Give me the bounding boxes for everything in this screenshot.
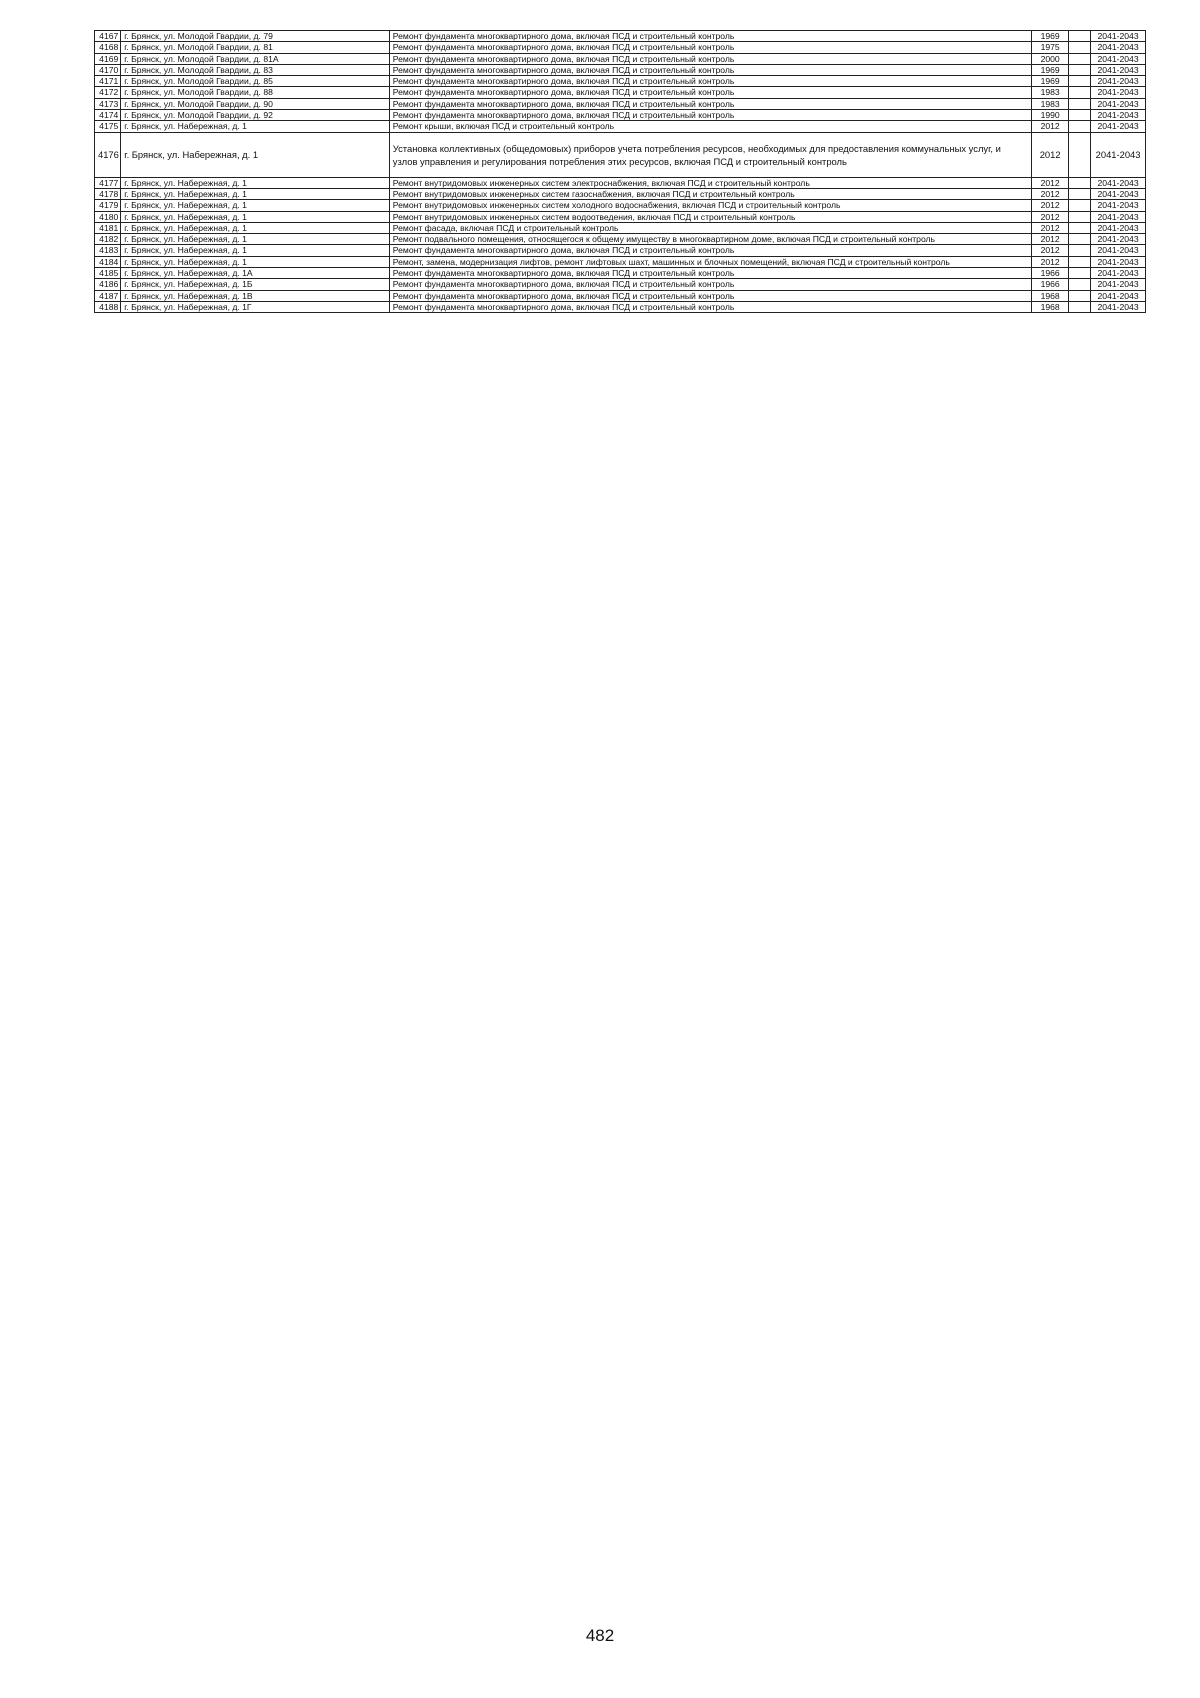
year-built-cell: 2012 <box>1032 177 1069 188</box>
table-row <box>95 110 1146 121</box>
table-row <box>95 222 1146 233</box>
row-number: 4169 <box>95 53 121 64</box>
row-number: 4175 <box>95 121 121 132</box>
row-number: 4178 <box>95 188 121 199</box>
address-cell: г. Брянск, ул. Молодой Гвардии, д. 88 <box>121 87 390 98</box>
work-type-cell: Ремонт фундамента многоквартирного дома, включая ПСД и строительный контроль <box>389 110 1031 121</box>
year-built-cell: 2012 <box>1032 132 1069 177</box>
year-renovated-cell <box>1069 53 1091 64</box>
planned-period-cell: 2041-2043 <box>1091 290 1146 301</box>
table-row <box>95 245 1146 256</box>
address-cell: г. Брянск, ул. Молодой Гвардии, д. 85 <box>121 76 390 87</box>
address-cell: г. Брянск, ул. Молодой Гвардии, д. 83 <box>121 64 390 75</box>
address-cell: г. Брянск, ул. Молодой Гвардии, д. 90 <box>121 98 390 109</box>
year-built-cell: 2012 <box>1032 200 1069 211</box>
work-type-cell: Ремонт фундамента многоквартирного дома, включая ПСД и строительный контроль <box>389 53 1031 64</box>
row-number: 4177 <box>95 177 121 188</box>
work-type-cell: Ремонт внутридомовых инженерных систем электроснабжения, включая ПСД и строительный контроль <box>389 177 1031 188</box>
year-built-cell: 1968 <box>1032 301 1069 312</box>
work-type-cell: Ремонт фундамента многоквартирного дома, включая ПСД и строительный контроль <box>389 301 1031 312</box>
address-cell: г. Брянск, ул. Набережная, д. 1 <box>121 121 390 132</box>
repair-schedule-table <box>94 30 1146 313</box>
planned-period-cell: 2041-2043 <box>1091 64 1146 75</box>
row-number: 4168 <box>95 42 121 53</box>
work-type-cell: Ремонт подвального помещения, относящегося к общему имуществу в многоквартирном доме, включая ПСД и строительный контроль <box>389 234 1031 245</box>
row-number: 4181 <box>95 222 121 233</box>
year-built-cell: 2012 <box>1032 121 1069 132</box>
row-number: 4167 <box>95 31 121 42</box>
planned-period-cell: 2041-2043 <box>1091 200 1146 211</box>
row-number: 4188 <box>95 301 121 312</box>
row-number: 4184 <box>95 256 121 267</box>
year-built-cell: 1969 <box>1032 76 1069 87</box>
planned-period-cell: 2041-2043 <box>1091 87 1146 98</box>
year-renovated-cell <box>1069 121 1091 132</box>
year-renovated-cell <box>1069 234 1091 245</box>
work-type-cell: Ремонт внутридомовых инженерных систем холодного водоснабжения, включая ПСД и строительный контроль <box>389 200 1031 211</box>
work-type-cell: Ремонт фундамента многоквартирного дома, включая ПСД и строительный контроль <box>389 87 1031 98</box>
address-cell: г. Брянск, ул. Набережная, д. 1В <box>121 290 390 301</box>
row-number: 4186 <box>95 279 121 290</box>
year-built-cell: 2012 <box>1032 245 1069 256</box>
planned-period-cell: 2041-2043 <box>1091 31 1146 42</box>
year-renovated-cell <box>1069 222 1091 233</box>
year-renovated-cell <box>1069 31 1091 42</box>
planned-period-cell: 2041-2043 <box>1091 76 1146 87</box>
year-renovated-cell <box>1069 177 1091 188</box>
table-row <box>95 268 1146 279</box>
planned-period-cell: 2041-2043 <box>1091 121 1146 132</box>
row-number: 4170 <box>95 64 121 75</box>
year-built-cell: 1966 <box>1032 279 1069 290</box>
planned-period-cell: 2041-2043 <box>1091 256 1146 267</box>
planned-period-cell: 2041-2043 <box>1091 301 1146 312</box>
row-number: 4174 <box>95 110 121 121</box>
planned-period-cell: 2041-2043 <box>1091 132 1146 177</box>
row-number: 4172 <box>95 87 121 98</box>
year-renovated-cell <box>1069 211 1091 222</box>
address-cell: г. Брянск, ул. Набережная, д. 1 <box>121 222 390 233</box>
planned-period-cell: 2041-2043 <box>1091 268 1146 279</box>
year-renovated-cell <box>1069 290 1091 301</box>
work-type-cell: Ремонт фундамента многоквартирного дома, включая ПСД и строительный контроль <box>389 98 1031 109</box>
work-type-cell: Ремонт крыши, включая ПСД и строительный контроль <box>389 121 1031 132</box>
year-built-cell: 2012 <box>1032 234 1069 245</box>
table-row <box>95 279 1146 290</box>
address-cell: г. Брянск, ул. Молодой Гвардии, д. 92 <box>121 110 390 121</box>
year-renovated-cell <box>1069 132 1091 177</box>
year-renovated-cell <box>1069 110 1091 121</box>
table-row <box>95 177 1146 188</box>
table-row <box>95 301 1146 312</box>
address-cell: г. Брянск, ул. Молодой Гвардии, д. 79 <box>121 31 390 42</box>
work-type-cell: Ремонт фасада, включая ПСД и строительный контроль <box>389 222 1031 233</box>
planned-period-cell: 2041-2043 <box>1091 110 1146 121</box>
year-built-cell: 1975 <box>1032 42 1069 53</box>
work-type-cell: Ремонт фундамента многоквартирного дома, включая ПСД и строительный контроль <box>389 268 1031 279</box>
work-type-cell: Ремонт фундамента многоквартирного дома, включая ПСД и строительный контроль <box>389 31 1031 42</box>
address-cell: г. Брянск, ул. Молодой Гвардии, д. 81 <box>121 42 390 53</box>
table-row <box>95 87 1146 98</box>
year-renovated-cell <box>1069 268 1091 279</box>
row-number: 4176 <box>95 132 121 177</box>
table-row <box>95 256 1146 267</box>
planned-period-cell: 2041-2043 <box>1091 177 1146 188</box>
year-built-cell: 1969 <box>1032 31 1069 42</box>
year-built-cell: 1983 <box>1032 98 1069 109</box>
row-number: 4185 <box>95 268 121 279</box>
work-type-cell: Ремонт фундамента многоквартирного дома, включая ПСД и строительный контроль <box>389 290 1031 301</box>
year-renovated-cell <box>1069 301 1091 312</box>
work-type-cell: Ремонт внутридомовых инженерных систем газоснабжения, включая ПСД и строительный контроль <box>389 188 1031 199</box>
year-built-cell: 1969 <box>1032 64 1069 75</box>
work-type-cell: Ремонт фундамента многоквартирного дома, включая ПСД и строительный контроль <box>389 42 1031 53</box>
work-type-cell: Ремонт внутридомовых инженерных систем водоотведения, включая ПСД и строительный контроль <box>389 211 1031 222</box>
table-row <box>95 132 1146 177</box>
year-renovated-cell <box>1069 256 1091 267</box>
work-type-cell: Ремонт фундамента многоквартирного дома, включая ПСД и строительный контроль <box>389 279 1031 290</box>
year-built-cell: 1966 <box>1032 268 1069 279</box>
work-type-cell: Ремонт, замена, модернизация лифтов, ремонт лифтовых шахт, машинных и блочных помещений, включая ПСД и строительный контроль <box>389 256 1031 267</box>
table-row <box>95 31 1146 42</box>
planned-period-cell: 2041-2043 <box>1091 53 1146 64</box>
year-built-cell: 2000 <box>1032 53 1069 64</box>
table-row <box>95 211 1146 222</box>
year-renovated-cell <box>1069 98 1091 109</box>
year-renovated-cell <box>1069 279 1091 290</box>
table-row <box>95 76 1146 87</box>
table-row <box>95 121 1146 132</box>
planned-period-cell: 2041-2043 <box>1091 245 1146 256</box>
table-row <box>95 98 1146 109</box>
year-built-cell: 2012 <box>1032 222 1069 233</box>
row-number: 4171 <box>95 76 121 87</box>
address-cell: г. Брянск, ул. Набережная, д. 1 <box>121 132 390 177</box>
table-row <box>95 64 1146 75</box>
address-cell: г. Брянск, ул. Набережная, д. 1 <box>121 177 390 188</box>
row-number: 4182 <box>95 234 121 245</box>
address-cell: г. Брянск, ул. Набережная, д. 1 <box>121 256 390 267</box>
year-renovated-cell <box>1069 87 1091 98</box>
row-number: 4187 <box>95 290 121 301</box>
year-renovated-cell <box>1069 188 1091 199</box>
year-renovated-cell <box>1069 42 1091 53</box>
address-cell: г. Брянск, ул. Набережная, д. 1А <box>121 268 390 279</box>
address-cell: г. Брянск, ул. Набережная, д. 1Б <box>121 279 390 290</box>
table-row <box>95 200 1146 211</box>
planned-period-cell: 2041-2043 <box>1091 211 1146 222</box>
planned-period-cell: 2041-2043 <box>1091 279 1146 290</box>
address-cell: г. Брянск, ул. Набережная, д. 1 <box>121 245 390 256</box>
capital-repair-table <box>94 30 1146 313</box>
planned-period-cell: 2041-2043 <box>1091 222 1146 233</box>
year-built-cell: 2012 <box>1032 256 1069 267</box>
planned-period-cell: 2041-2043 <box>1091 98 1146 109</box>
table-row <box>95 42 1146 53</box>
year-built-cell: 2012 <box>1032 211 1069 222</box>
planned-period-cell: 2041-2043 <box>1091 42 1146 53</box>
year-built-cell: 1990 <box>1032 110 1069 121</box>
row-number: 4179 <box>95 200 121 211</box>
address-cell: г. Брянск, ул. Набережная, д. 1 <box>121 188 390 199</box>
row-number: 4180 <box>95 211 121 222</box>
work-type-cell: Установка коллективных (общедомовых) приборов учета потребления ресурсов, необходимых для предоставления коммунальных услуг, и узлов управления и регулирования потребления этих ресурсов, включая ПСД и строительный контроль <box>389 132 1031 177</box>
row-number: 4183 <box>95 245 121 256</box>
work-type-cell: Ремонт фундамента многоквартирного дома, включая ПСД и строительный контроль <box>389 245 1031 256</box>
table-row <box>95 290 1146 301</box>
year-renovated-cell <box>1069 245 1091 256</box>
planned-period-cell: 2041-2043 <box>1091 188 1146 199</box>
row-number: 4173 <box>95 98 121 109</box>
address-cell: г. Брянск, ул. Набережная, д. 1 <box>121 200 390 211</box>
table-row <box>95 234 1146 245</box>
work-type-cell: Ремонт фундамента многоквартирного дома, включая ПСД и строительный контроль <box>389 64 1031 75</box>
table-row <box>95 188 1146 199</box>
address-cell: г. Брянск, ул. Молодой Гвардии, д. 81А <box>121 53 390 64</box>
year-built-cell: 2012 <box>1032 188 1069 199</box>
planned-period-cell: 2041-2043 <box>1091 234 1146 245</box>
work-type-cell: Ремонт фундамента многоквартирного дома, включая ПСД и строительный контроль <box>389 76 1031 87</box>
page-number: 482 <box>585 1626 615 1645</box>
year-renovated-cell <box>1069 64 1091 75</box>
year-built-cell: 1968 <box>1032 290 1069 301</box>
year-renovated-cell <box>1069 200 1091 211</box>
address-cell: г. Брянск, ул. Набережная, д. 1 <box>121 234 390 245</box>
year-built-cell: 1983 <box>1032 87 1069 98</box>
table-row <box>95 53 1146 64</box>
year-renovated-cell <box>1069 76 1091 87</box>
address-cell: г. Брянск, ул. Набережная, д. 1 <box>121 211 390 222</box>
address-cell: г. Брянск, ул. Набережная, д. 1Г <box>121 301 390 312</box>
